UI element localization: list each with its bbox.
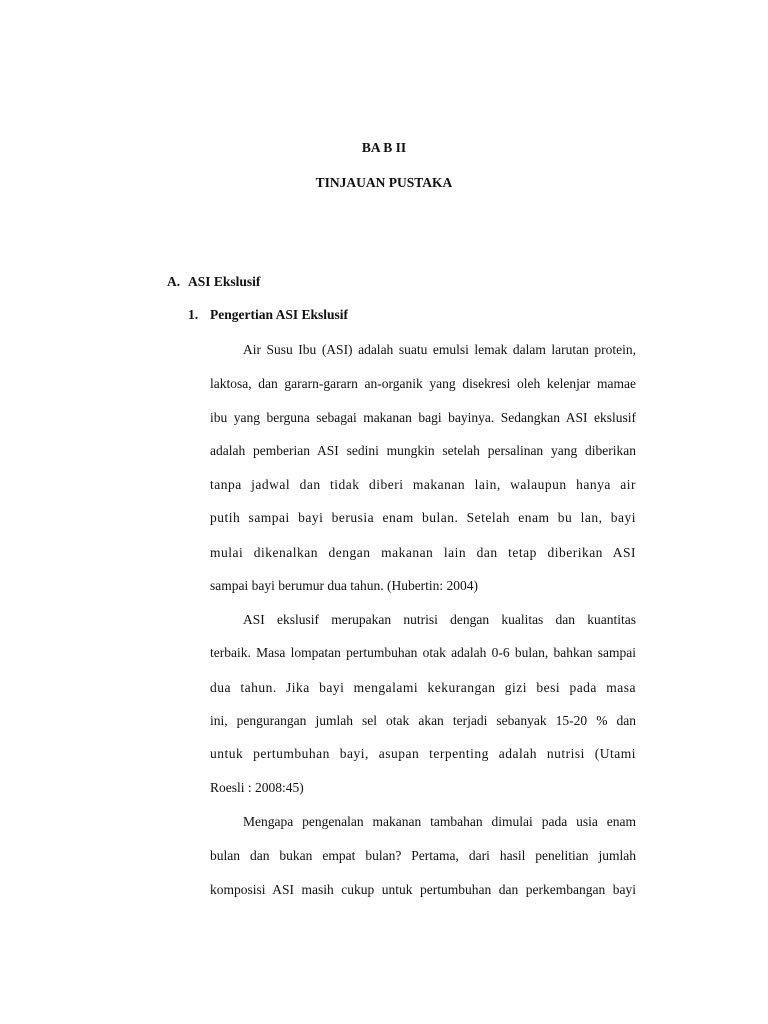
subsection-1-marker: 1. bbox=[188, 307, 199, 322]
chapter-title: TINJAUAN PUSTAKA bbox=[315, 175, 453, 190]
body-line: Mengapa pengenalan makanan tambahan dimulai pada usia enam bbox=[243, 814, 636, 829]
body-line: ASI ekslusif merupakan nutrisi dengan kualitas dan kuantitas bbox=[243, 612, 636, 627]
body-line: Air Susu Ibu (ASI) adalah suatu emulsi lemak dalam larutan protein, bbox=[243, 342, 636, 357]
body-line: Roesli : 2008:45) bbox=[210, 780, 304, 795]
body-line: putih sampai bayi berusia enam bulan. Setelah enam bu lan, bayi bbox=[210, 510, 636, 525]
body-line: mulai dikenalkan dengan makanan lain dan tetap diberikan ASI bbox=[210, 545, 636, 560]
body-line: dua tahun. Jika bayi mengalami kekurangan gizi besi pada masa bbox=[210, 680, 636, 695]
body-line: untuk pertumbuhan bayi, asupan terpenting adalah nutrisi (Utami bbox=[210, 746, 636, 761]
chapter-label: BA B II bbox=[361, 140, 407, 155]
body-line: laktosa, dan gararn-gararn an-organik yang disekresi oleh kelenjar mamae bbox=[210, 376, 636, 391]
section-a-title: ASI Ekslusif bbox=[188, 274, 261, 289]
body-line: tanpa jadwal dan tidak diberi makanan lain, walaupun hanya air bbox=[210, 477, 636, 492]
body-line: komposisi ASI masih cukup untuk pertumbuhan dan perkembangan bayi bbox=[210, 882, 636, 897]
body-line: bulan dan bukan empat bulan? Pertama, dari hasil penelitian jumlah bbox=[210, 848, 636, 863]
body-line: terbaik. Masa lompatan pertumbuhan otak adalah 0-6 bulan, bahkan sampai bbox=[210, 645, 636, 660]
body-line: sampai bayi berumur dua tahun. (Hubertin: 2004) bbox=[210, 578, 479, 593]
body-line: adalah pemberian ASI sedini mungkin setelah persalinan yang diberikan bbox=[210, 443, 636, 458]
subsection-1-title: Pengertian ASI Ekslusif bbox=[210, 307, 349, 322]
section-a-marker: A. bbox=[167, 274, 181, 289]
body-line: ini, pengurangan jumlah sel otak akan terjadi sebanyak 15-20 % dan bbox=[210, 713, 636, 728]
body-line: ibu yang berguna sebagai makanan bagi bayinya. Sedangkan ASI ekslusif bbox=[210, 410, 636, 425]
